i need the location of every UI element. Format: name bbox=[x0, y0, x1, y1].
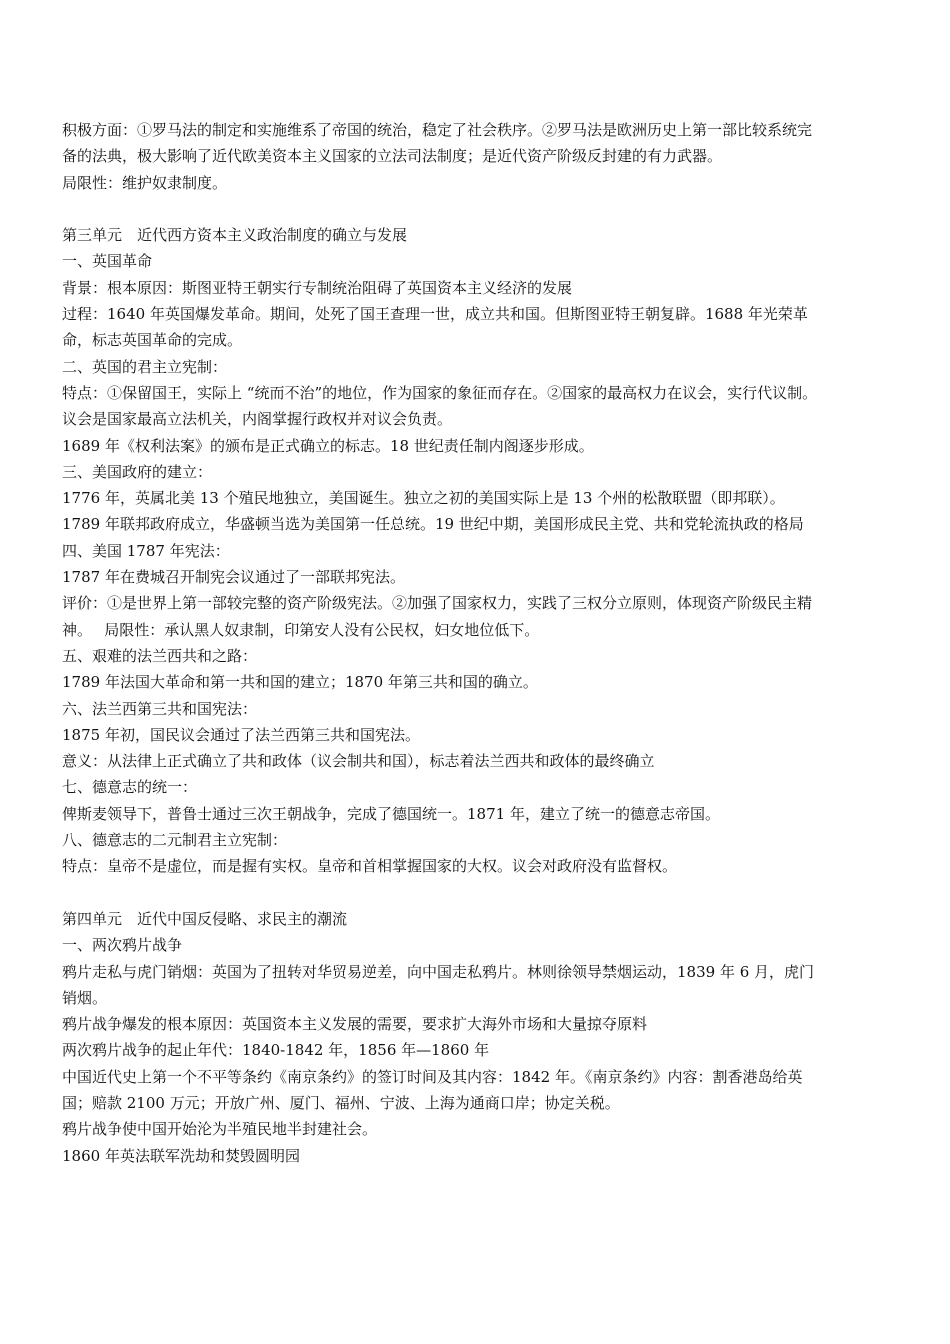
unit3-line: 1787 年在费城召开制宪会议通过了一部联邦宪法。 bbox=[62, 568, 405, 587]
roman-law-positive: 积极方面：①罗马法的制定和实施维系了帝国的统治，稳定了社会秩序。②罗马法是欧洲历史上第一部比较系统完备的法典，极大影响了近代欧美资本主义国家的立法司法制度；是近代资产阶级反封建的有力武器。 bbox=[62, 121, 813, 166]
unit4-line: 鸦片走私与虎门销烟：英国为了扭转对华贸易逆差，向中国走私鸦片。林则徐领导禁烟运动，1839 年 6 月，虎门销烟。 bbox=[62, 962, 815, 1007]
unit3-line: 一、英国革命 bbox=[62, 252, 153, 271]
unit3-title: 第三单元 近代西方资本主义政治制度的确立与发展 bbox=[62, 226, 408, 245]
unit4-line: 鸦片战争使中国开始沦为半殖民地半封建社会。 bbox=[62, 1120, 378, 1139]
unit4-title: 第四单元 近代中国反侵略、求民主的潮流 bbox=[62, 909, 348, 928]
section-gap bbox=[62, 196, 822, 222]
unit3-line: 四、美国 1787 年宪法： bbox=[62, 541, 230, 560]
unit3-line: 1875 年初，国民议会通过了法兰西第三共和国宪法。 bbox=[62, 725, 420, 744]
unit3-line: 五、艰难的法兰西共和之路： bbox=[62, 646, 258, 665]
unit4-line: 1860 年英法联军洗劫和焚毁圆明园 bbox=[62, 1146, 300, 1165]
unit3-line: 1789 年法国大革命和第一共和国的建立；1870 年第三共和国的确立。 bbox=[62, 673, 538, 692]
unit4-line: 一、两次鸦片战争 bbox=[62, 936, 183, 955]
unit3-line: 过程：1640 年英国爆发革命。期间，处死了国王查理一世，成立共和国。但斯图亚特王朝复辟。1688 年光荣革命，标志英国革命的完成。 bbox=[62, 305, 808, 350]
unit3-line: 六、法兰西第三共和国宪法： bbox=[62, 699, 258, 718]
unit3-line: 1776 年，英属北美 13 个殖民地独立，美国诞生。独立之初的美国实际上是 13 个州的松散联盟（即邦联）。1789 年联邦政府成立，华盛顿当选为美国第一任总统。19 世纪中期，美国形成民主党、共和党轮流执政的格局 bbox=[62, 489, 804, 534]
unit3-line: 七、德意志的统一： bbox=[62, 778, 198, 797]
unit4-line: 中国近代史上第一个不平等条约《南京条约》的签订时间及其内容：1842 年。《南京条约》内容：割香港岛给英国；赔款 2100 万元；开放广州、厦门、福州、宁波、上海为通商口岸；协定关税。 bbox=[62, 1067, 803, 1112]
unit3-line: 评价：①是世界上第一部较完整的资产阶级宪法。②加强了国家权力，实践了三权分立原则，体现资产阶级民主精神。 局限性：承认黑人奴隶制，印第安人没有公民权，妇女地位低下。 bbox=[62, 594, 813, 639]
unit3-line: 二、英国的君主立宪制： bbox=[62, 357, 228, 376]
roman-law-limitation: 局限性：维护奴隶制度。 bbox=[62, 173, 228, 192]
unit3-line: 意义：从法律上正式确立了共和政体（议会制共和国），标志着法兰西共和政体的最终确立 bbox=[62, 752, 655, 771]
unit3-line: 特点：①保留国王，实际上 “统而不治”的地位，作为国家的象征而存在。②国家的最高权力在议会，实行代议制。议会是国家最高立法机关，内阁掌握行政权并对议会负责。 bbox=[62, 383, 818, 429]
unit4-line: 两次鸦片战争的起止年代：1840-1842 年，1856 年—1860 年 bbox=[62, 1041, 490, 1060]
unit3-line: 1689 年《权利法案》的颁布是正式确立的标志。18 世纪责任制内阁逐步形成。 bbox=[62, 436, 594, 455]
unit3-line: 特点：皇帝不是虚位，而是握有实权。皇帝和首相掌握国家的大权。议会对政府没有监督权。 bbox=[62, 857, 678, 876]
document-page bbox=[62, 117, 822, 1169]
unit4-line: 鸦片战争爆发的根本原因：英国资本主义发展的需要，要求扩大海外市场和大量掠夺原料 bbox=[62, 1015, 648, 1034]
unit3-line: 俾斯麦领导下，普鲁士通过三次王朝战争，完成了德国统一。1871 年，建立了统一的德意志帝国。 bbox=[62, 804, 720, 823]
unit3-line: 背景：根本原因：斯图亚特王朝实行专制统治阻碍了英国资本主义经济的发展 bbox=[62, 278, 573, 297]
section-gap bbox=[62, 880, 822, 906]
unit3-line: 三、美国政府的建立： bbox=[62, 462, 213, 481]
unit3-line: 八、德意志的二元制君主立宪制： bbox=[62, 831, 288, 850]
